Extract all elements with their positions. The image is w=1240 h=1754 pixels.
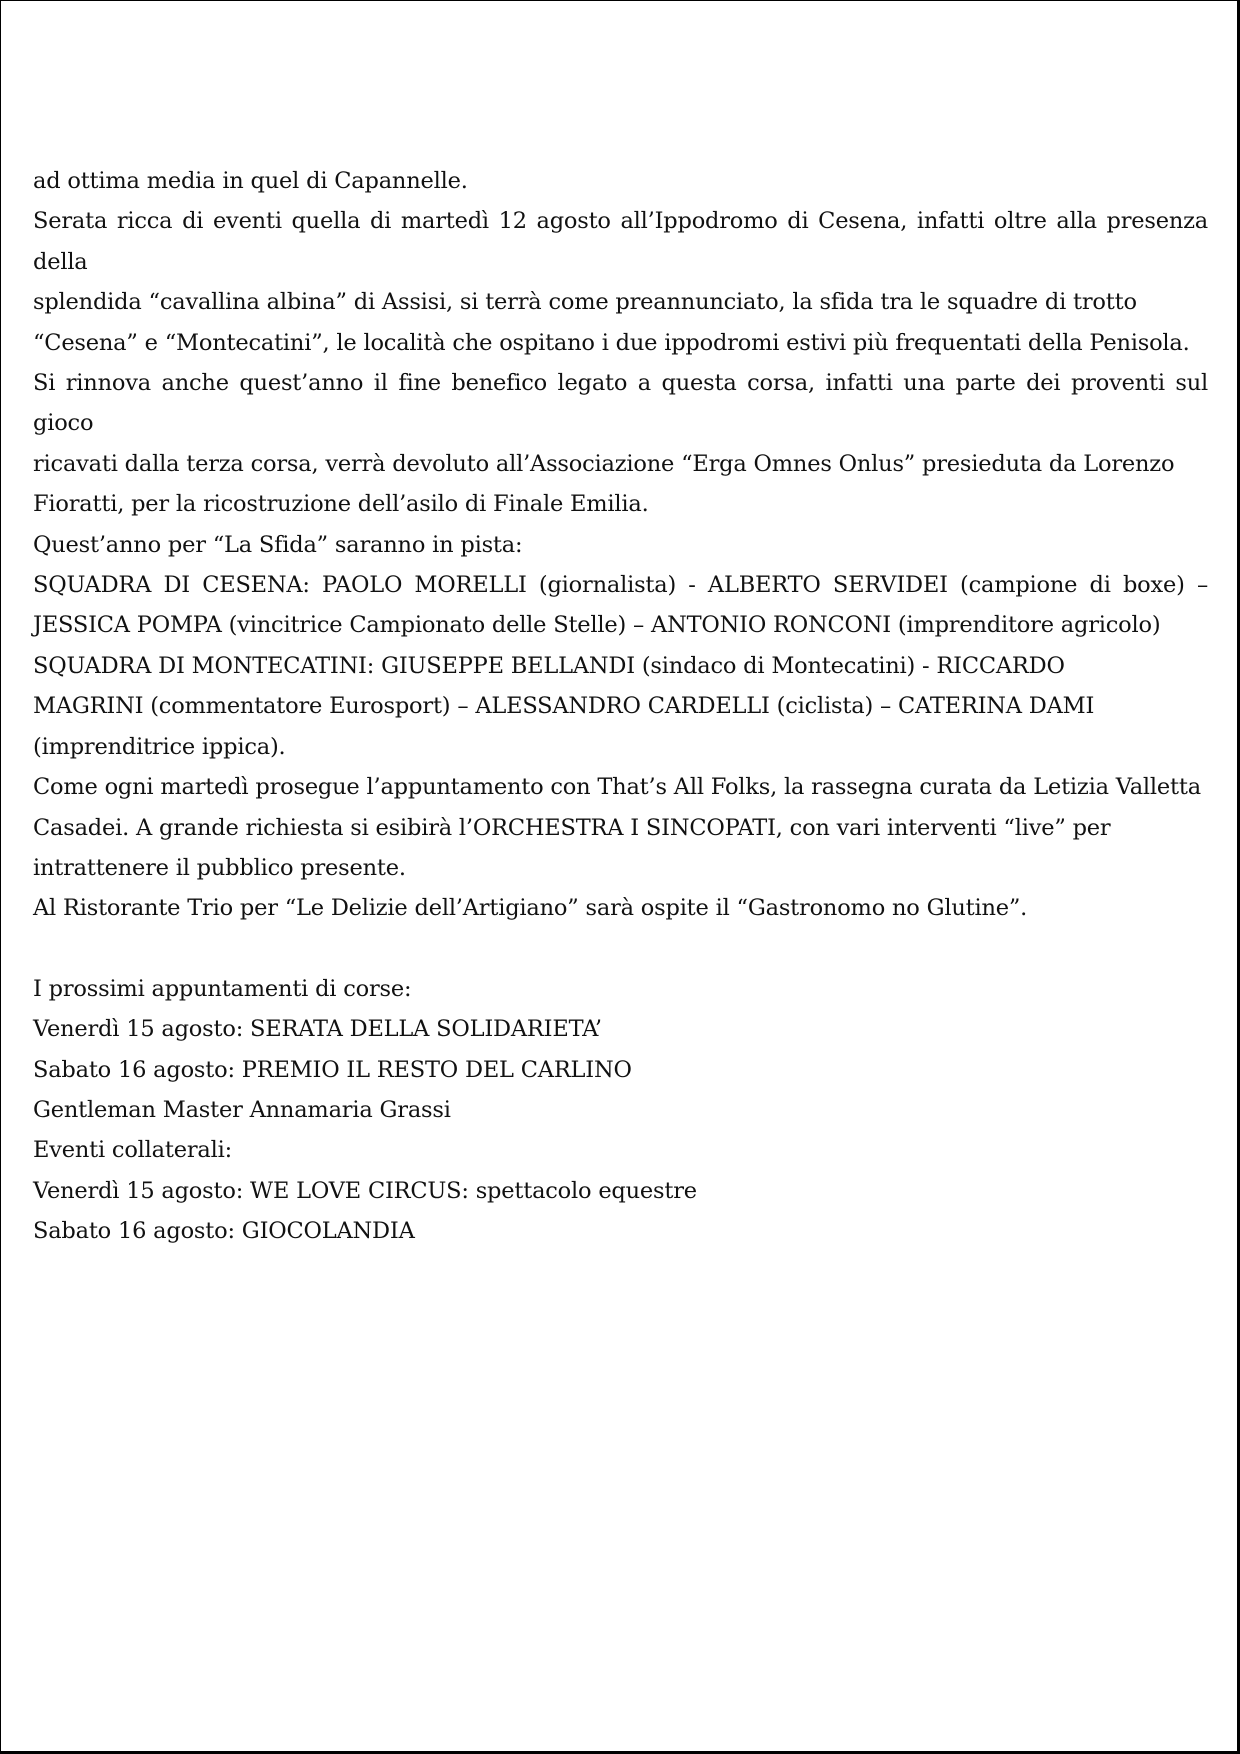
schedule-item: Sabato 16 agosto: GIOCOLANDIA — [33, 1218, 415, 1245]
text-line: (imprenditrice ippica). — [33, 733, 286, 760]
schedule-item: Venerdì 15 agosto: WE LOVE CIRCUS: spettacolo equestre — [33, 1177, 697, 1204]
paragraph-challenge-intro — [33, 525, 1208, 565]
schedule-item: Venerdì 15 agosto: SERATA DELLA SOLIDARIETA’ — [33, 1016, 602, 1043]
text-line: JESSICA POMPA (vincitrice Campionato delle Stelle) – ANTONIO RONCONI (imprenditore agricolo) — [33, 612, 1161, 639]
paragraph-evening-events — [33, 201, 1208, 363]
paragraph-spacer — [33, 929, 1208, 969]
text-line: ricavati dalla terza corsa, verrà devoluto all’Associazione “Erga Omnes Onlus” presieduta da Lorenzo — [33, 450, 1175, 477]
schedule-heading: I prossimi appuntamenti di corse: — [33, 975, 412, 1002]
paragraph-charity — [33, 363, 1208, 525]
text-line: Fioratti, per la ricostruzione dell’asilo di Finale Emilia. — [33, 491, 649, 518]
text-line: ad ottima media in quel di Capannelle. — [33, 168, 468, 194]
paragraph-thats-all-folks — [33, 767, 1208, 888]
text-line: Serata ricca di eventi quella di martedì 12 agosto all’Ippodromo di Cesena, infatti oltre alla presenza della — [33, 208, 1208, 275]
text-line: Si rinnova anche quest’anno il fine benefico legato a questa corsa, infatti una parte dei proventi sul gioco — [33, 370, 1208, 437]
text-line: Casadei. A grande richiesta si esibirà l’ORCHESTRA I SINCOPATI, con vari interventi “live” per — [33, 814, 1111, 841]
text-line: intrattenere il pubblico presente. — [33, 854, 406, 881]
schedule-section — [33, 969, 1208, 1252]
text-line: Come ogni martedì prosegue l’appuntamento con That’s All Folks, la rassegna curata da Letizia Valletta — [33, 774, 1201, 801]
text-line: Quest’anno per “La Sfida” saranno in pista: — [33, 531, 523, 558]
paragraph-restaurant — [33, 888, 1208, 928]
text-line: “Cesena” e “Montecatini”, le località che ospitano i due ippodromi estivi più frequentati della Penisola. — [33, 329, 1190, 356]
document-body — [33, 161, 1208, 1252]
schedule-item: Eventi collaterali: — [33, 1137, 232, 1164]
paragraph-team-montecatini — [33, 646, 1208, 767]
text-line: SQUADRA DI MONTECATINI: GIUSEPPE BELLANDI (sindaco di Montecatini) - RICCARDO — [33, 652, 1065, 679]
text-line: Al Ristorante Trio per “Le Delizie dell’Artigiano” sarà ospite il “Gastronomo no Glutine”. — [33, 895, 1028, 922]
text-line: MAGRINI (commentatore Eurosport) – ALESSANDRO CARDELLI (ciclista) – CATERINA DAMI — [33, 693, 1095, 720]
text-line: splendida “cavallina albina” di Assisi, si terrà come preannunciato, la sfida tra le squadre di trotto — [33, 289, 1137, 316]
text-line: SQUADRA DI CESENA: PAOLO MORELLI (giornalista) - ALBERTO SERVIDEI (campione di boxe) – — [33, 572, 1208, 599]
schedule-item: Gentleman Master Annamaria Grassi — [33, 1096, 451, 1123]
schedule-item: Sabato 16 agosto: PREMIO IL RESTO DEL CARLINO — [33, 1056, 632, 1083]
paragraph-intro-end — [33, 161, 1208, 201]
paragraph-team-cesena — [33, 565, 1208, 646]
